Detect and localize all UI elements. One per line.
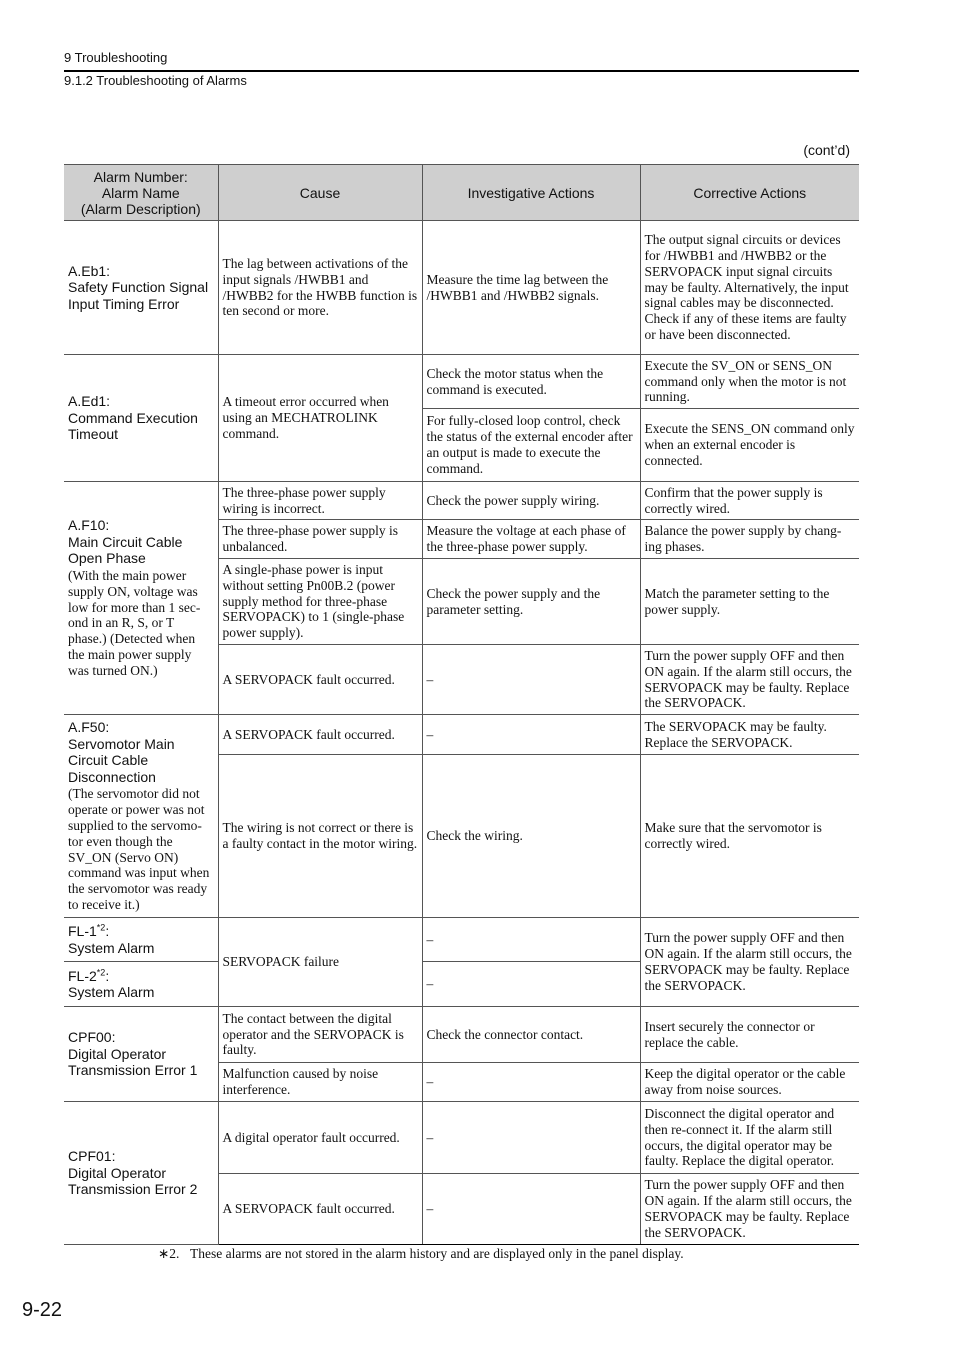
- table-row: [64, 482, 859, 520]
- corrective-cell: Match the parameter setting to the power supply.: [640, 559, 859, 645]
- investigative-cell: –: [422, 1063, 640, 1102]
- header-alarm: Alarm Number: Alarm Name (Alarm Description): [64, 165, 218, 221]
- cause-cell: SERVOPACK failure: [218, 918, 422, 1007]
- investigative-cell: Check the power supply and the parameter setting.: [422, 559, 640, 645]
- corrective-cell: Turn the power supply OFF and then ON again. If the alarm still occurs, the SERVOPACK may be faulty. Replace the SERVOPACK.: [640, 645, 859, 715]
- cause-cell: A SERVOPACK fault occurred.: [218, 1174, 422, 1245]
- investigative-cell: Check the connector contact.: [422, 1007, 640, 1063]
- table-header-row: [64, 165, 859, 221]
- investigative-cell: Check the power supply wiring.: [422, 482, 640, 520]
- investigative-cell: Measure the voltage at each phase of the three-phase power supply.: [422, 520, 640, 559]
- alarm-cell: A.Ed1: Command Execution Timeout: [64, 355, 218, 482]
- cause-cell: Malfunction caused by noise interference.: [218, 1063, 422, 1102]
- cause-cell: A digital operator fault occurred.: [218, 1102, 422, 1174]
- corrective-cell: Keep the digital operator or the cable away from noise sources.: [640, 1063, 859, 1102]
- corrective-cell: Insert securely the connector or replace the cable.: [640, 1007, 859, 1063]
- cause-cell: The three-phase power supply wiring is incorrect.: [218, 482, 422, 520]
- corrective-cell: Confirm that the power supply is correctly wired.: [640, 482, 859, 520]
- investigative-cell: For fully-closed loop control, check the status of the external encoder after an output is made to execute the command.: [422, 409, 640, 482]
- cause-cell: A timeout error occurred when using an MECHATROLINK command.: [218, 355, 422, 482]
- header-rule: [64, 70, 859, 72]
- section-heading: 9.1.2 Troubleshooting of Alarms: [64, 73, 247, 88]
- table-row: [64, 1007, 859, 1063]
- corrective-cell: Execute the SENS_ON command only when an external encoder is connected.: [640, 409, 859, 482]
- corrective-cell: The output signal circuits or devices for /HWBB1 and /HWBB2 or the SERVOPACK input signal circuits may be faulty. Alternatively, the input signal cables may be disconnected. Check if any of these items are faulty or have been disconnected.: [640, 221, 859, 355]
- investigative-cell: Check the wiring.: [422, 755, 640, 918]
- header-corrective: Corrective Actions: [640, 165, 859, 221]
- footnote-mark: ∗2.: [158, 1246, 180, 1261]
- investigative-cell: –: [422, 1102, 640, 1174]
- header-investigative: Investigative Actions: [422, 165, 640, 221]
- table-row: [64, 715, 859, 755]
- investigative-cell: –: [422, 715, 640, 755]
- investigative-cell: Check the motor status when the command is executed.: [422, 355, 640, 409]
- cause-cell: A SERVOPACK fault occurred.: [218, 715, 422, 755]
- corrective-cell: Turn the power supply OFF and then ON again. If the alarm still occurs, the SERVOPACK may be faulty. Replace the SERVOPACK.: [640, 918, 859, 1007]
- header-cause: Cause: [218, 165, 422, 221]
- footnote-text: These alarms are not stored in the alarm history and are displayed only in the panel display.: [190, 1246, 684, 1261]
- corrective-cell: The SERVOPACK may be faulty. Replace the SERVOPACK.: [640, 715, 859, 755]
- alarm-cell: FL-1$^{*2}$: System Alarm: [64, 918, 218, 962]
- cause-cell: A single-phase power is input without setting Pn00B.2 (power supply method for three-phase SERVOPACK) to 1 (single-phase power supply).: [218, 559, 422, 645]
- alarm-cell: A.F50: Servomotor Main Circuit Cable Disconnection (The servomotor did not operate or power was not supplied to the servomo-tor even though the SV_ON (Servo ON) command was input when the servomotor was ready to receive it.): [64, 715, 218, 918]
- alarm-cell: CPF00: Digital Operator Transmission Error 1: [64, 1007, 218, 1102]
- investigative-cell: Measure the time lag between the /HWBB1 and /HWBB2 signals.: [422, 221, 640, 355]
- continued-label: (cont’d): [803, 142, 850, 158]
- alarm-table: [64, 164, 859, 1245]
- cause-cell: The contact between the digital operator and the SERVOPACK is faulty.: [218, 1007, 422, 1063]
- alarm-cell: A.Eb1: Safety Function Signal Input Timing Error: [64, 221, 218, 355]
- investigative-cell: –: [422, 962, 640, 1007]
- table-row: [64, 1102, 859, 1174]
- table-row: [64, 355, 859, 409]
- table-row: [64, 221, 859, 355]
- footnote: [158, 1246, 684, 1262]
- corrective-cell: Execute the SV_ON or SENS_ON command only when the motor is not running.: [640, 355, 859, 409]
- chapter-heading: 9 Troubleshooting: [64, 50, 168, 65]
- cause-cell: The wiring is not correct or there is a faulty contact in the motor wiring.: [218, 755, 422, 918]
- cause-cell: A SERVOPACK fault occurred.: [218, 645, 422, 715]
- page-number: 9-22: [22, 1299, 63, 1321]
- cause-cell: The three-phase power supply is unbalanced.: [218, 520, 422, 559]
- corrective-cell: Turn the power supply OFF and then ON again. If the alarm still occurs, the SERVOPACK may be faulty. Replace the SERVOPACK.: [640, 1174, 859, 1245]
- cause-cell: The lag between activations of the input signals /HWBB1 and /HWBB2 for the HWBB function is ten second or more.: [218, 221, 422, 355]
- table-row: [64, 918, 859, 962]
- alarm-cell: A.F10: Main Circuit Cable Open Phase (With the main power supply ON, voltage was low for more than 1 sec-ond in an R, S, or T phase.) (Detected when the main power supply was turned ON.): [64, 482, 218, 715]
- corrective-cell: Balance the power supply by chang-ing phases.: [640, 520, 859, 559]
- investigative-cell: –: [422, 1174, 640, 1245]
- corrective-cell: Make sure that the servomotor is correctly wired.: [640, 755, 859, 918]
- investigative-cell: –: [422, 645, 640, 715]
- corrective-cell: Disconnect the digital operator and then re-connect it. If the alarm still occurs, the digital operator may be faulty. Replace the digital operator.: [640, 1102, 859, 1174]
- alarm-cell: CPF01: Digital Operator Transmission Error 2: [64, 1102, 218, 1245]
- investigative-cell: –: [422, 918, 640, 962]
- alarm-cell: FL-2$^{*2}$: System Alarm: [64, 962, 218, 1007]
